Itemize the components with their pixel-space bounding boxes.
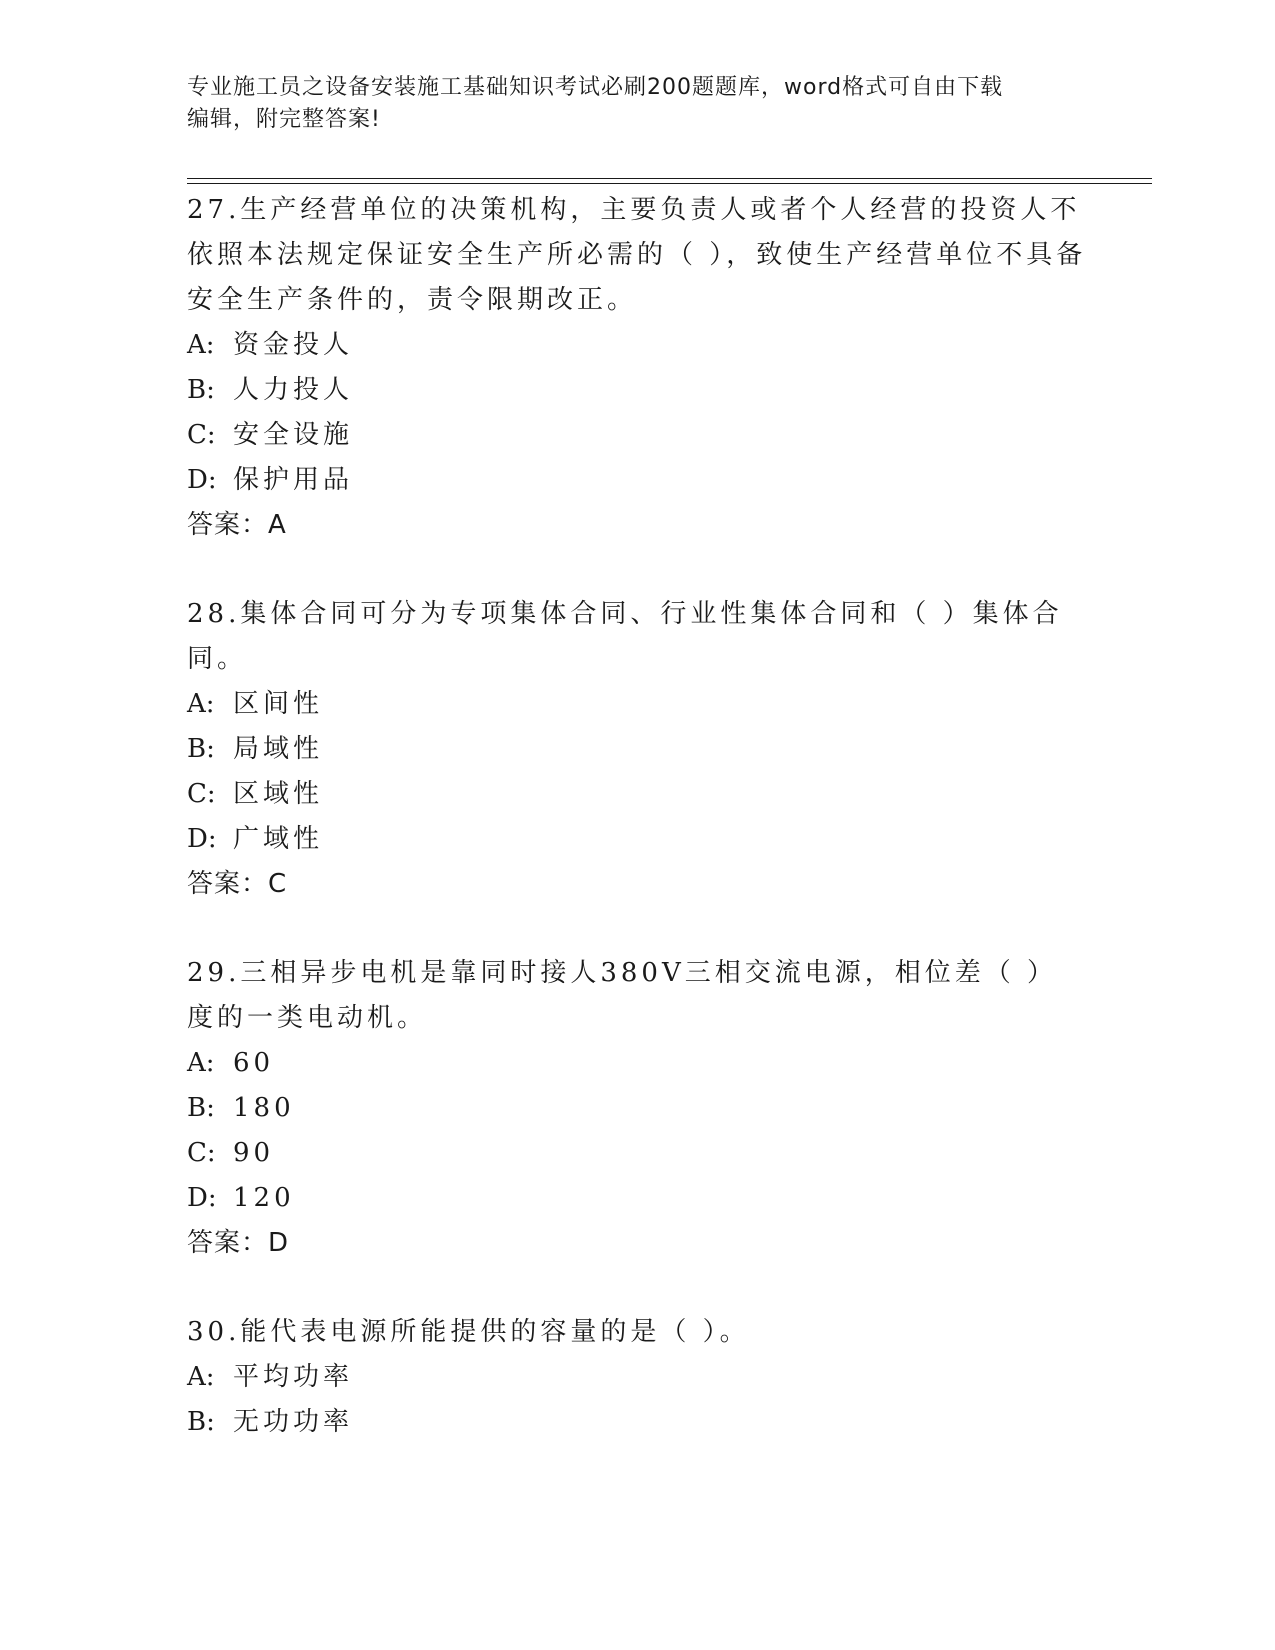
header-divider-bottom bbox=[187, 183, 1152, 184]
answer-label: 答案：D bbox=[187, 1228, 290, 1258]
option-b bbox=[187, 368, 1087, 413]
option-b bbox=[187, 727, 1087, 772]
question-30 bbox=[187, 1310, 1087, 1445]
answer-label: 答案：A bbox=[187, 510, 287, 540]
option-a bbox=[187, 682, 1087, 727]
header-title-line1: 专业施工员之设备安装施工基础知识考试必刷200题题库，word格式可自由下载 bbox=[187, 75, 1004, 100]
option-text: 保护用品 bbox=[233, 465, 354, 495]
option-b bbox=[187, 1086, 1087, 1131]
option-letter: B: bbox=[187, 1093, 215, 1123]
option-text: 资金投人 bbox=[233, 330, 354, 360]
question-stem: 28.集体合同可分为专项集体合同、行业性集体合同和（ ）集体合同。 bbox=[187, 599, 1063, 674]
question-list bbox=[187, 188, 1087, 1489]
option-letter: D: bbox=[187, 465, 217, 495]
option-letter: B: bbox=[187, 734, 215, 764]
option-d bbox=[187, 817, 1087, 862]
option-text: 区间性 bbox=[233, 689, 324, 719]
option-text: 120 bbox=[233, 1183, 295, 1213]
option-letter: A: bbox=[187, 1048, 215, 1078]
option-c bbox=[187, 1131, 1087, 1176]
option-letter: C: bbox=[187, 779, 216, 809]
option-text: 局域性 bbox=[233, 734, 324, 764]
option-text: 180 bbox=[233, 1093, 295, 1123]
option-letter: D: bbox=[187, 824, 217, 854]
option-letter: B: bbox=[187, 375, 215, 405]
header-divider-top bbox=[187, 178, 1152, 179]
option-d bbox=[187, 1176, 1087, 1221]
option-a bbox=[187, 1041, 1087, 1086]
answer-label: 答案：C bbox=[187, 869, 288, 899]
option-text: 平均功率 bbox=[233, 1362, 354, 1392]
option-text: 区域性 bbox=[233, 779, 324, 809]
question-stem: 30.能代表电源所能提供的容量的是（ ）。 bbox=[187, 1317, 750, 1347]
document-header bbox=[187, 72, 1087, 136]
option-text: 无功功率 bbox=[233, 1407, 354, 1437]
option-text: 90 bbox=[233, 1138, 275, 1168]
option-text: 广域性 bbox=[233, 824, 324, 854]
header-title-line2: 编辑，附完整答案! bbox=[187, 107, 381, 132]
option-c bbox=[187, 772, 1087, 817]
option-text: 安全设施 bbox=[233, 420, 354, 450]
option-letter: A: bbox=[187, 330, 215, 360]
option-text: 人力投人 bbox=[233, 375, 354, 405]
option-letter: A: bbox=[187, 689, 215, 719]
question-stem: 29.三相异步电机是靠同时接人380V三相交流电源，相位差（ ）度的一类电动机。 bbox=[187, 958, 1058, 1033]
option-letter: D: bbox=[187, 1183, 217, 1213]
option-b bbox=[187, 1400, 1087, 1445]
option-a bbox=[187, 323, 1087, 368]
question-27 bbox=[187, 188, 1087, 548]
option-text: 60 bbox=[233, 1048, 275, 1078]
option-letter: B: bbox=[187, 1407, 215, 1437]
option-letter: C: bbox=[187, 420, 216, 450]
option-letter: C: bbox=[187, 1138, 216, 1168]
question-28 bbox=[187, 592, 1087, 907]
question-stem: 27.生产经营单位的决策机构，主要负责人或者个人经营的投资人不依照本法规定保证安全生产所必需的（ ），致使生产经营单位不具备安全生产条件的，责令限期改正。 bbox=[187, 195, 1087, 315]
option-letter: A: bbox=[187, 1362, 215, 1392]
option-d bbox=[187, 458, 1087, 503]
option-a bbox=[187, 1355, 1087, 1400]
question-29 bbox=[187, 951, 1087, 1266]
option-c bbox=[187, 413, 1087, 458]
